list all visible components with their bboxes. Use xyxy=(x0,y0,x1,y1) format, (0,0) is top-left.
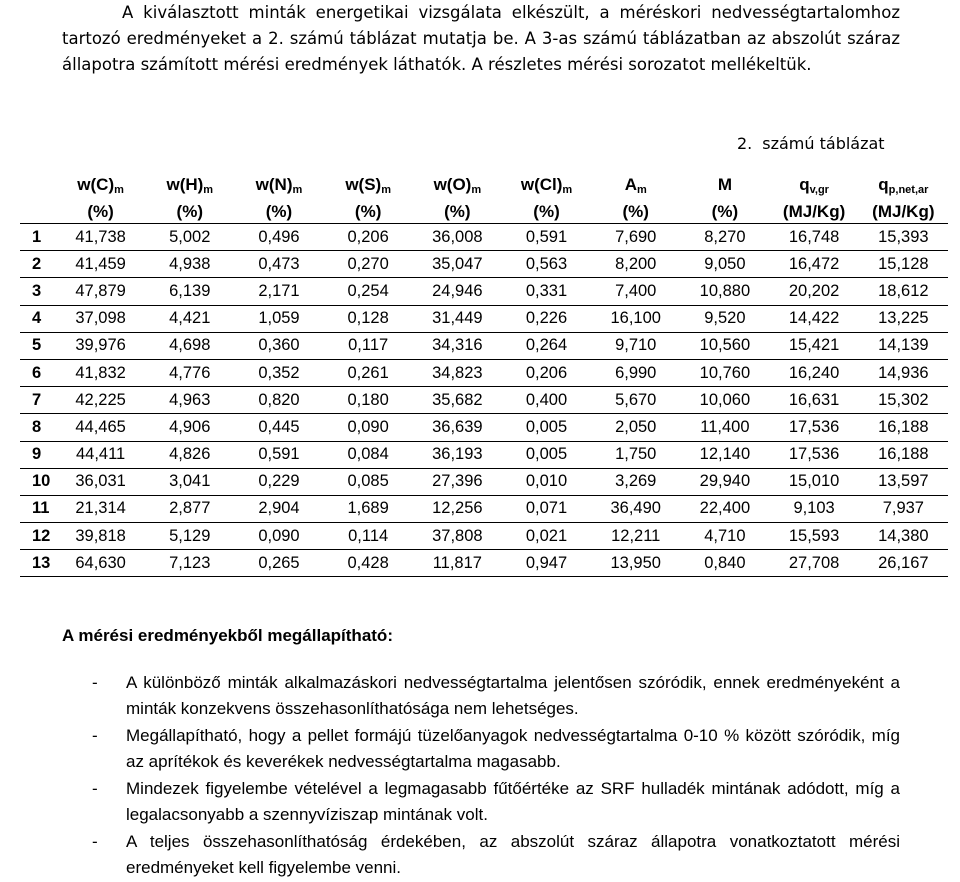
table-cell: 0,428 xyxy=(347,553,389,572)
header-ws: $w(S)_m$ (%) xyxy=(345,175,391,221)
table-cell: 35,047 xyxy=(432,254,483,273)
table-cell: 0,265 xyxy=(258,553,300,572)
table-cell: 0,254 xyxy=(347,281,389,300)
table-row xyxy=(20,359,948,386)
row-index: 1 xyxy=(32,227,42,246)
table-cell: 0,820 xyxy=(258,390,300,409)
row-index: 7 xyxy=(32,390,42,409)
table-cell: 4,776 xyxy=(169,363,211,382)
row-index: 3 xyxy=(32,281,42,300)
table-cell: 0,473 xyxy=(258,254,300,273)
header-wn: $w(N)_m$ (%) xyxy=(255,175,303,221)
table-cell: 10,760 xyxy=(699,363,751,382)
table-cell: 0,226 xyxy=(525,309,568,328)
table-cell: 0,496 xyxy=(258,227,300,246)
table-cell: 14,380 xyxy=(878,526,929,545)
header-moisture: M (%) xyxy=(711,175,739,221)
table-cell: 31,449 xyxy=(432,309,483,328)
table-cell: 3,269 xyxy=(615,472,657,491)
row-index: 11 xyxy=(32,499,50,518)
header-qvgr: $q_{v,gr}$ (MJ/Kg) xyxy=(782,175,846,221)
table-cell: 16,631 xyxy=(788,390,840,409)
table-row xyxy=(20,441,948,468)
table-cell: 41,738 xyxy=(75,227,126,246)
table-cell: 15,393 xyxy=(878,227,929,246)
row-index: 12 xyxy=(32,526,51,545)
table-cell: 5,129 xyxy=(169,526,211,545)
table-cell: 12,256 xyxy=(432,499,483,518)
table-cell: 0,090 xyxy=(347,417,389,436)
table-cell: 15,010 xyxy=(788,472,840,491)
header-index xyxy=(20,173,56,224)
header-qpnetar: $q_{p,net,ar}$ (MJ/Kg) xyxy=(872,175,935,221)
table-cell: 29,940 xyxy=(699,472,751,491)
table-cell: 0,114 xyxy=(348,526,389,545)
table-cell: 37,098 xyxy=(75,309,126,328)
table-cell: 0,400 xyxy=(525,390,568,409)
table-caption xyxy=(737,134,885,153)
table-row xyxy=(20,251,948,278)
table-cell: 44,411 xyxy=(75,445,126,464)
table-cell: 41,832 xyxy=(75,363,126,382)
table-cell: 36,490 xyxy=(610,499,661,518)
table-cell: 0,071 xyxy=(525,499,568,518)
table-cell: 22,400 xyxy=(699,499,751,518)
table-cell: 0,270 xyxy=(347,254,389,273)
table-cell: 11,817 xyxy=(432,553,482,572)
row-index: 13 xyxy=(32,553,51,572)
header-wh: $w(H)_m$ (%) xyxy=(166,175,214,221)
table-cell: 10,060 xyxy=(699,390,751,409)
table-cell: 15,302 xyxy=(878,390,929,409)
table-cell: 0,947 xyxy=(525,553,568,572)
table-cell: 2,904 xyxy=(258,499,300,518)
table-cell: 0,352 xyxy=(258,363,300,382)
table-cell: 1,059 xyxy=(258,309,300,328)
table-cell: 16,748 xyxy=(788,227,840,246)
table-cell: 0,180 xyxy=(347,390,389,409)
table-row xyxy=(20,387,948,414)
table-row xyxy=(20,224,948,251)
row-index: 5 xyxy=(32,336,42,355)
table-cell: 0,840 xyxy=(704,553,746,572)
table-cell: 16,240 xyxy=(788,363,840,382)
header-wcl: $w(Cl)_m$ (%) xyxy=(520,175,573,221)
table-cell: 1,689 xyxy=(347,499,389,518)
table-cell: 0,264 xyxy=(525,336,568,355)
table-body xyxy=(20,224,948,577)
table-cell: 24,946 xyxy=(432,281,483,300)
table-cell: 34,316 xyxy=(432,336,483,355)
table-cell: 27,396 xyxy=(432,472,483,491)
table-cell: 7,690 xyxy=(615,227,657,246)
table-cell: 0,229 xyxy=(258,472,300,491)
conclusion-item: - Mindezek figyelembe vételével a legmagasabb fűtőértéke az SRF hulladék mintának adódott, míg a legalacsonyabb a szennyvíziszap mintának volt. xyxy=(92,779,900,824)
table-cell: 26,167 xyxy=(878,553,929,572)
table-cell: 0,005 xyxy=(525,445,568,464)
table-header-row xyxy=(20,173,948,224)
conclusion-item: - A különböző minták alkalmazáskori nedvességtartalma jelentősen szóródik, ennek eredményeként a minták konzekvens összehasonlíthatósága nem lehetséges. xyxy=(92,673,900,718)
table-cell: 18,612 xyxy=(878,281,929,300)
table-cell: 34,823 xyxy=(432,363,483,382)
table-cell: 0,090 xyxy=(258,526,300,545)
table-cell: 14,936 xyxy=(878,363,929,382)
table-cell: 41,459 xyxy=(75,254,126,273)
table-cell: 0,445 xyxy=(258,417,300,436)
table-cell: 1,750 xyxy=(615,445,657,464)
row-index: 8 xyxy=(32,417,42,436)
table-row xyxy=(20,332,948,359)
table-cell: 15,593 xyxy=(788,526,840,545)
table-cell: 21,314 xyxy=(75,499,126,518)
table-cell: 13,950 xyxy=(610,553,661,572)
table-cell: 16,188 xyxy=(878,445,929,464)
table-cell: 42,225 xyxy=(75,390,126,409)
table-cell: 35,682 xyxy=(432,390,483,409)
table-cell: 0,010 xyxy=(525,472,568,491)
table-cell: 36,193 xyxy=(432,445,483,464)
table-cell: 0,563 xyxy=(525,254,568,273)
table-cell: 4,698 xyxy=(169,336,211,355)
table-cell: 6,139 xyxy=(169,281,211,300)
table-cell: 16,472 xyxy=(788,254,840,273)
conclusion-item: - Megállapítható, hogy a pellet formájú tüzelőanyagok nedvességtartalma 0-10 % között szóródik, míg az aprítékok és keverékek nedvességtartalma magasabb. xyxy=(92,726,900,771)
table-cell: 7,400 xyxy=(615,281,657,300)
table-cell: 2,171 xyxy=(258,281,300,300)
table-cell: 5,670 xyxy=(615,390,657,409)
table-row xyxy=(20,305,948,332)
table-cell: 0,021 xyxy=(525,526,568,545)
table-cell: 4,906 xyxy=(169,417,211,436)
row-index: 4 xyxy=(32,309,42,328)
table-caption-number: 2. xyxy=(737,134,753,153)
table-cell: 0,360 xyxy=(258,336,300,355)
table-cell: 9,520 xyxy=(704,309,746,328)
measurement-table xyxy=(20,173,948,577)
table-cell: 39,976 xyxy=(75,336,126,355)
table-cell: 36,008 xyxy=(432,227,483,246)
table-cell: 16,100 xyxy=(610,309,661,328)
table-cell: 14,139 xyxy=(878,336,929,355)
table-cell: 11,400 xyxy=(700,417,750,436)
table-cell: 16,188 xyxy=(878,417,929,436)
table-cell: 10,880 xyxy=(699,281,751,300)
table-cell: 8,270 xyxy=(704,227,746,246)
table-cell: 44,465 xyxy=(75,417,126,436)
intro-paragraph: A kiválasztott minták energetikai vizsgálata elkészült, a méréskori nedvességtartalomhoz tartozó eredményeket a 2. számú táblázat mutatja be. A 3-as számú táblázatban az abszolút száraz állapotra számított mérési eredmények láthatók. A részletes mérési sorozatot mellékeltük. xyxy=(62,3,900,74)
table-cell: 4,710 xyxy=(704,526,746,545)
table-cell: 15,421 xyxy=(788,336,840,355)
table-cell: 9,710 xyxy=(615,336,657,355)
table-cell: 5,002 xyxy=(169,227,211,246)
table-cell: 20,202 xyxy=(788,281,840,300)
table-cell: 7,123 xyxy=(169,553,211,572)
row-index: 10 xyxy=(32,472,51,491)
header-wo: $w(O)_m$ (%) xyxy=(433,175,482,221)
table-cell: 4,826 xyxy=(169,445,211,464)
table-cell: 4,938 xyxy=(169,254,211,273)
table-cell: 12,140 xyxy=(699,445,751,464)
table-cell: 36,639 xyxy=(432,417,483,436)
table-cell: 0,261 xyxy=(347,363,389,382)
table-cell: 0,331 xyxy=(525,281,568,300)
table-cell: 0,117 xyxy=(348,336,389,355)
table-cell: 47,879 xyxy=(75,281,126,300)
table-cell: 0,128 xyxy=(347,309,389,328)
row-index: 9 xyxy=(32,445,42,464)
table-cell: 39,818 xyxy=(75,526,126,545)
table-cell: 6,990 xyxy=(615,363,657,382)
table-row xyxy=(20,550,948,577)
table-cell: 10,560 xyxy=(699,336,751,355)
table-cell: 0,084 xyxy=(347,445,389,464)
header-wc: $w(C)_m$ (%) xyxy=(77,175,124,221)
table-cell: 0,591 xyxy=(258,445,300,464)
table-cell: 64,630 xyxy=(75,553,126,572)
table-row xyxy=(20,495,948,522)
table-cell: 4,421 xyxy=(169,309,211,328)
table-cell: 9,103 xyxy=(793,499,835,518)
table-cell: 9,050 xyxy=(704,254,746,273)
conclusions-title: A mérési eredményekből megállapítható: xyxy=(62,626,393,645)
table-cell: 13,225 xyxy=(878,309,929,328)
table-cell: 4,963 xyxy=(169,390,211,409)
table-cell: 0,206 xyxy=(525,363,568,382)
table-cell: 37,808 xyxy=(432,526,483,545)
table-row xyxy=(20,468,948,495)
table-row xyxy=(20,278,948,305)
table-cell: 15,128 xyxy=(878,254,929,273)
header-ash: $A_m$ (%) xyxy=(622,175,649,221)
table-cell: 7,937 xyxy=(882,499,924,518)
table-cell: 12,211 xyxy=(611,526,661,545)
row-index: 2 xyxy=(32,254,42,273)
table-cell: 17,536 xyxy=(788,417,840,436)
table-cell: 2,877 xyxy=(169,499,211,518)
table-cell: 17,536 xyxy=(788,445,840,464)
table-cell: 14,422 xyxy=(788,309,840,328)
table-cell: 8,200 xyxy=(615,254,657,273)
table-cell: 0,206 xyxy=(347,227,389,246)
table-caption-text: számú táblázat xyxy=(762,134,885,153)
table-cell: 27,708 xyxy=(788,553,840,572)
table-row xyxy=(20,414,948,441)
table-cell: 13,597 xyxy=(878,472,929,491)
table-cell: 36,031 xyxy=(75,472,126,491)
table-row xyxy=(20,523,948,550)
conclusion-item: - A teljes összehasonlíthatóság érdekében, az abszolút száraz állapotra vonatkoztatott mérési eredményeket kell figyelembe venni. xyxy=(92,832,900,877)
row-index: 6 xyxy=(32,363,42,382)
table-cell: 0,005 xyxy=(525,417,568,436)
conclusions-list xyxy=(62,670,900,882)
table-cell: 0,085 xyxy=(347,472,389,491)
table-cell: 2,050 xyxy=(615,417,657,436)
table-cell: 3,041 xyxy=(169,472,211,491)
table-cell: 0,591 xyxy=(525,227,568,246)
